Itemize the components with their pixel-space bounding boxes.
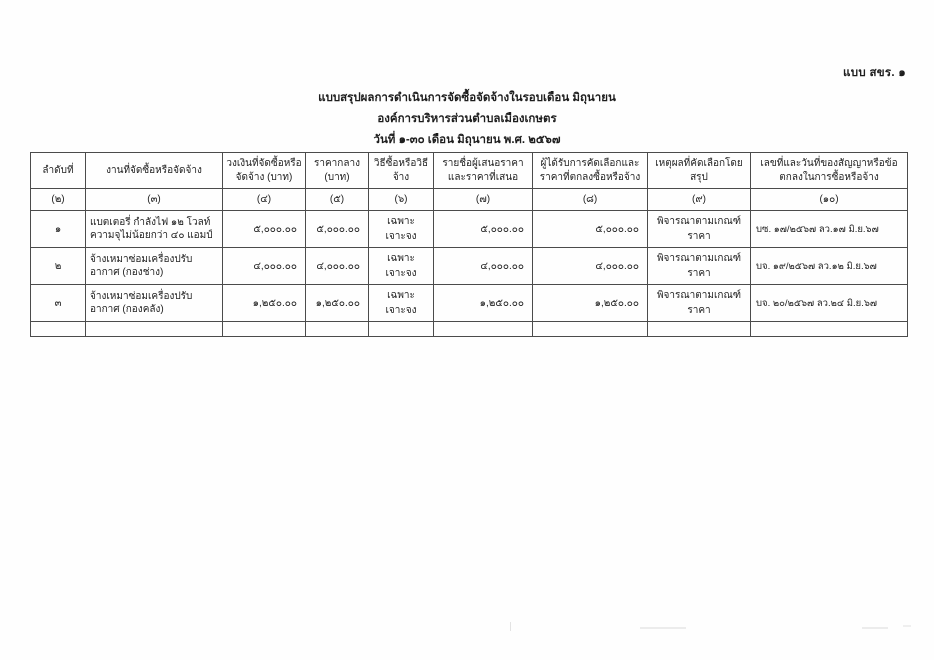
column-number: (๒) <box>31 189 86 211</box>
empty-cell <box>306 322 369 337</box>
document-date-range: วันที่ ๑-๓๐ เดือน มิถุนายน พ.ศ. ๒๕๖๗ <box>373 134 561 146</box>
organization-name: องค์การบริหารส่วนตำบลเมืองเกษตร <box>377 113 557 125</box>
document-title: แบบสรุปผลการดำเนินการจัดซื้อจัดจ้างในรอบเดือน มิถุนายน <box>318 92 616 104</box>
cell-mid-price: ๕,๐๐๐.๐๐ <box>306 211 369 248</box>
cell-contract: บจ. ๑๙/๒๕๖๗ ลว.๑๒ มิ.ย.๖๗ <box>751 248 908 285</box>
column-number: (๑๐) <box>751 189 908 211</box>
cell-job: แบตเตอรี่ กำลังไฟ ๑๒ โวลท์ความจุไม่น้อยกว่า ๔๐ แอมป์ <box>86 211 223 248</box>
header-cell-mid-price: ราคากลาง (บาท) <box>306 153 369 189</box>
table-row <box>31 285 908 322</box>
cell-selected-price: ๔,๐๐๐.๐๐ <box>533 248 648 285</box>
column-number: (๕) <box>306 189 369 211</box>
cell-mid-price: ๑,๒๕๐.๐๐ <box>306 285 369 322</box>
cell-reason: พิจารณาตามเกณฑ์ราคา <box>648 285 751 322</box>
cell-selected-price: ๑,๒๕๐.๐๐ <box>533 285 648 322</box>
column-number: (๙) <box>648 189 751 211</box>
column-number: (๖) <box>369 189 434 211</box>
table-row <box>31 248 908 285</box>
form-code-label: แบบ สขร. ๑ <box>843 67 906 79</box>
scan-artifact <box>862 627 888 629</box>
cell-bidder-price: ๔,๐๐๐.๐๐ <box>434 248 533 285</box>
header-cell-job: งานที่จัดซื้อหรือจัดจ้าง <box>86 153 223 189</box>
cell-mid-price: ๔,๐๐๐.๐๐ <box>306 248 369 285</box>
empty-cell <box>434 322 533 337</box>
cell-bidder-price: ๕,๐๐๐.๐๐ <box>434 211 533 248</box>
cell-budget: ๔,๐๐๐.๐๐ <box>223 248 306 285</box>
empty-cell <box>533 322 648 337</box>
column-number: (๓) <box>86 189 223 211</box>
header-cell-bidders: รายชื่อผู้เสนอราคาและราคาที่เสนอ <box>434 153 533 189</box>
empty-cell <box>31 322 86 337</box>
cell-bidder-price: ๑,๒๕๐.๐๐ <box>434 285 533 322</box>
header-cell-budget: วงเงินที่จัดซื้อหรือจัดจ้าง (บาท) <box>223 153 306 189</box>
header-cell-selected: ผู้ได้รับการคัดเลือกและราคาที่ตกลงซื้อหรือจ้าง <box>533 153 648 189</box>
cell-no: ๑ <box>31 211 86 248</box>
scan-artifact <box>640 627 686 629</box>
cell-selected-price: ๕,๐๐๐.๐๐ <box>533 211 648 248</box>
cell-contract: บจ. ๒๐/๒๕๖๗ ลว.๒๔ มิ.ย.๖๗ <box>751 285 908 322</box>
empty-table-row <box>31 322 908 337</box>
header-cell-contract: เลขที่และวันที่ของสัญญาหรือข้อตกลงในการซื้อหรือจ้าง <box>751 153 908 189</box>
cell-no: ๒ <box>31 248 86 285</box>
cell-reason: พิจารณาตามเกณฑ์ราคา <box>648 211 751 248</box>
cell-budget: ๑,๒๕๐.๐๐ <box>223 285 306 322</box>
cell-method: เฉพาะเจาะจง <box>369 211 434 248</box>
procurement-summary-table <box>30 152 908 337</box>
header-cell-reason: เหตุผลที่คัดเลือกโดยสรุป <box>648 153 751 189</box>
document-title-block <box>0 88 934 151</box>
empty-cell <box>648 322 751 337</box>
column-number: (๔) <box>223 189 306 211</box>
column-number-row <box>31 189 908 211</box>
scan-artifact <box>903 625 911 627</box>
cell-job: จ้างเหมาซ่อมเครื่องปรับอากาศ (กองคลัง) <box>86 285 223 322</box>
cell-contract: บซ. ๑๗/๒๕๖๗ ลว.๑๗ มิ.ย.๖๗ <box>751 211 908 248</box>
cell-reason: พิจารณาตามเกณฑ์ราคา <box>648 248 751 285</box>
scan-artifact <box>510 622 511 631</box>
empty-cell <box>223 322 306 337</box>
column-number: (๗) <box>434 189 533 211</box>
cell-job: จ้างเหมาซ่อมเครื่องปรับอากาศ (กองช่าง) <box>86 248 223 285</box>
cell-method: เฉพาะเจาะจง <box>369 248 434 285</box>
table-header-row <box>31 153 908 189</box>
cell-no: ๓ <box>31 285 86 322</box>
empty-cell <box>751 322 908 337</box>
header-cell-no: ลำดับที่ <box>31 153 86 189</box>
cell-method: เฉพาะเจาะจง <box>369 285 434 322</box>
table-row <box>31 211 908 248</box>
header-cell-method: วิธีซื้อหรือวิธีจ้าง <box>369 153 434 189</box>
empty-cell <box>86 322 223 337</box>
column-number: (๘) <box>533 189 648 211</box>
empty-cell <box>369 322 434 337</box>
cell-budget: ๕,๐๐๐.๐๐ <box>223 211 306 248</box>
